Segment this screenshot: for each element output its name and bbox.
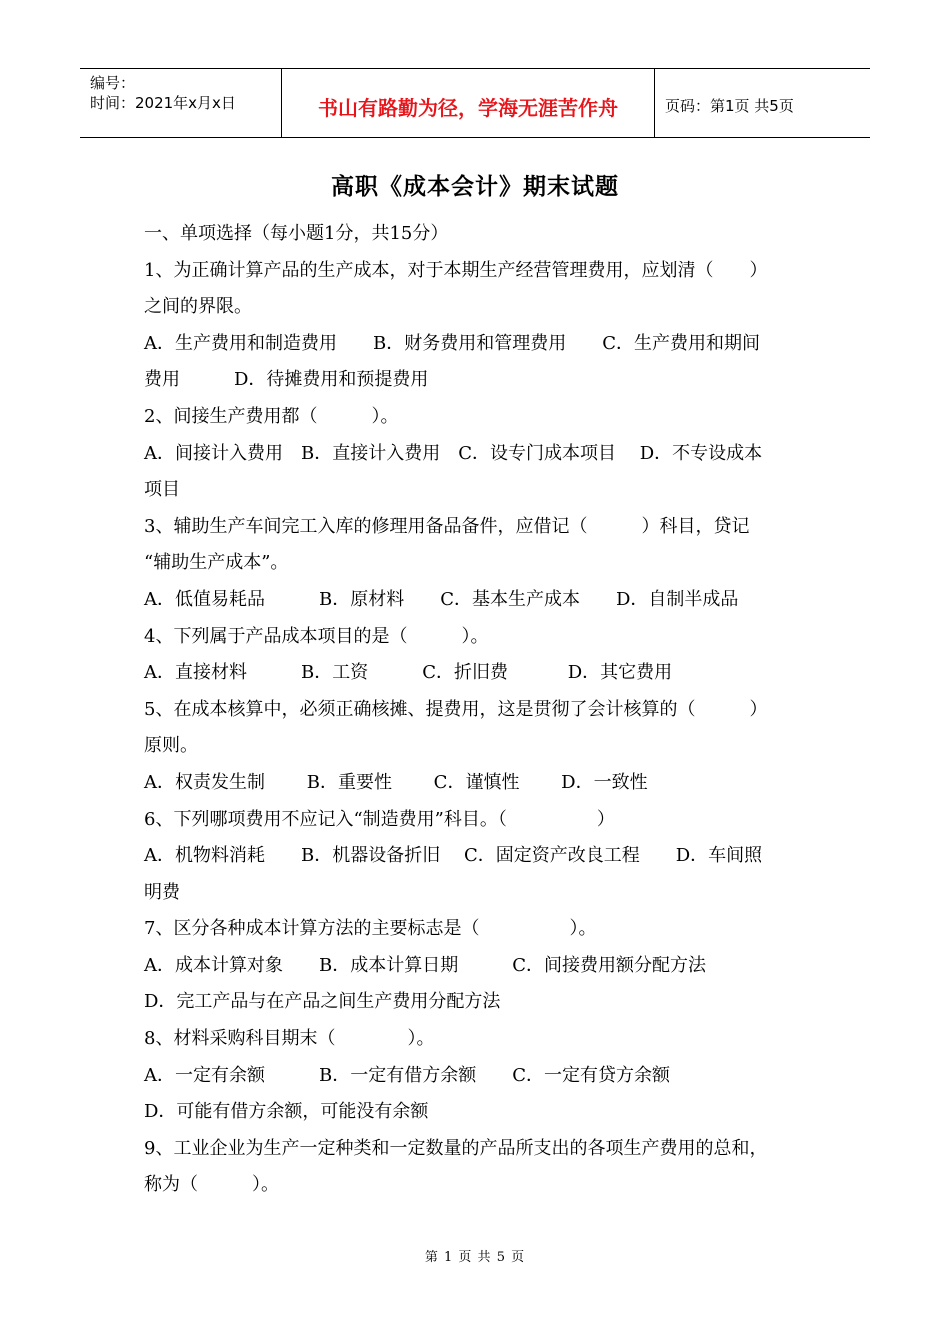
exam-body xyxy=(144,216,814,1204)
text-line: A．机物料消耗 B．机器设备折旧 C．固定资产改良工程 D．车间照 xyxy=(144,845,763,867)
text-line: A．生产费用和制造费用 B．财务费用和管理费用 C．生产费用和期间 xyxy=(144,332,760,354)
text-line: A．直接材料 B．工资 C．折旧费 D．其它费用 xyxy=(144,662,673,684)
time-label: 时间：2021年x月x日 xyxy=(90,94,236,112)
text-line: 6、下列哪项费用不应记入“制造费用”科目。（ ） xyxy=(144,808,615,830)
text-line: A．权责发生制 B．重要性 C．谨慎性 D．一致性 xyxy=(144,771,648,793)
text-line: “辅助生产成本”。 xyxy=(144,552,289,574)
text-line: D．完工产品与在产品之间生产费用分配方法 xyxy=(144,991,501,1013)
document-header xyxy=(80,68,870,138)
text-line: 8、材料采购科目期末（ ）。 xyxy=(144,1028,435,1050)
text-line: 1、为正确计算产品的生产成本，对于本期生产经营管理费用，应划清（ ） xyxy=(144,259,768,281)
text-line: 7、区分各种成本计算方法的主要标志是（ ）。 xyxy=(144,918,597,940)
number-label: 编号： xyxy=(90,74,136,92)
text-line: 原则。 xyxy=(144,735,198,757)
document-title: 高职《成本会计》期末试题 xyxy=(331,174,619,200)
text-line: 一、单项选择（每小题1分，共15分） xyxy=(144,223,449,244)
text-line: 之间的界限。 xyxy=(144,296,252,318)
text-line: 明费 xyxy=(144,881,180,903)
header-page-label: 页码：第1页 共5页 xyxy=(665,96,794,115)
text-line: 项目 xyxy=(144,479,180,501)
text-line: 4、下列属于产品成本项目的是（ ）。 xyxy=(144,625,489,647)
text-line: 3、辅助生产车间完工入库的修理用备品备件，应借记（ ）科目，贷记 xyxy=(144,515,750,537)
text-line: 9、工业企业为生产一定种类和一定数量的产品所支出的各项生产费用的总和， xyxy=(144,1137,768,1159)
text-line: 费用 D．待摊费用和预提费用 xyxy=(144,369,429,391)
text-line: D．可能有借方余额，可能没有余额 xyxy=(144,1101,429,1123)
text-line: A．成本计算对象 B．成本计算日期 C．间接费用额分配方法 xyxy=(144,954,706,976)
text-line: A．一定有余额 B．一定有借方余额 C．一定有贷方余额 xyxy=(144,1064,670,1086)
page-footer: 第 1 页 共 5 页 xyxy=(424,1250,526,1265)
header-info-cell xyxy=(80,69,282,137)
text-line: A．间接计入费用 B．直接计入费用 C．设专门成本项目 D．不专设成本 xyxy=(144,442,763,464)
text-line: 称为（ ）。 xyxy=(144,1174,279,1196)
text-line: 2、间接生产费用都（ ）。 xyxy=(144,405,399,427)
text-line: 5、在成本核算中，必须正确核摊、提费用，这是贯彻了会计核算的（ ） xyxy=(144,698,768,720)
text-line: A．低值易耗品 B．原材料 C．基本生产成本 D．自制半成品 xyxy=(144,588,739,610)
header-motto: 书山有路勤为径，学海无涯苦作舟 xyxy=(282,69,655,137)
